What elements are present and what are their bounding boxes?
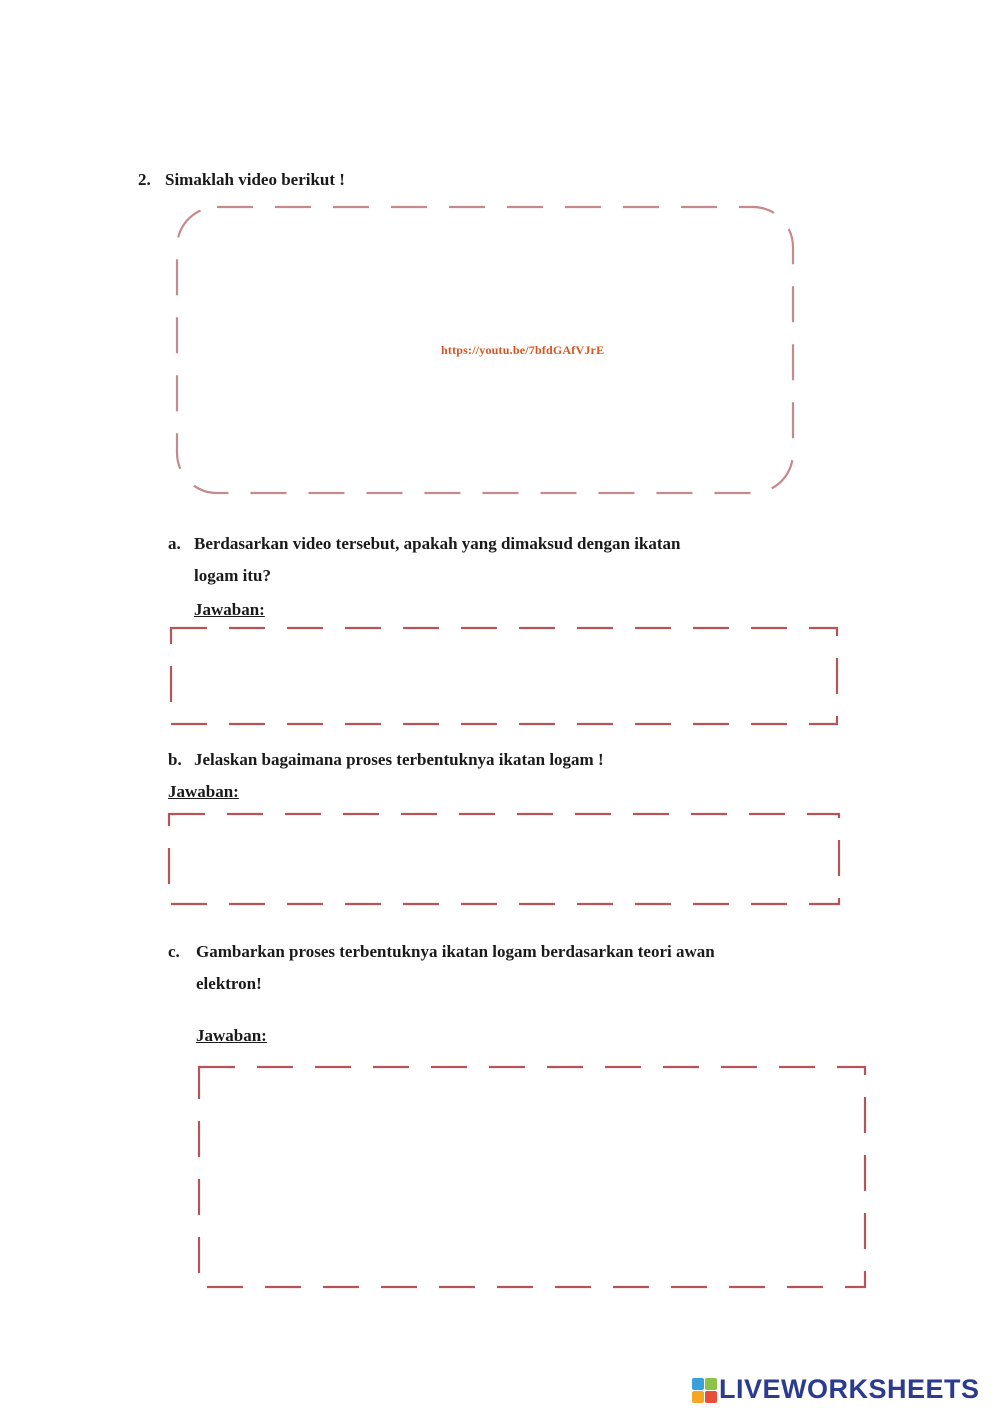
part-c-answer-label: Jawaban: — [196, 1026, 267, 1045]
part-a-question-line2: logam itu? — [194, 566, 271, 585]
part-c-question-line2: elektron! — [196, 974, 262, 993]
part-a-answer-label: Jawaban: — [194, 600, 265, 619]
part-a-question-line1: Berdasarkan video tersebut, apakah yang dimaksud dengan ikatan — [194, 534, 681, 553]
part-a-answer-box[interactable] — [168, 625, 840, 727]
part-b-label: b. — [168, 750, 182, 769]
video-link[interactable]: https://youtu.be/7bfdGAfVJrE — [441, 343, 605, 357]
question-title: Simaklah video berikut ! — [165, 170, 345, 189]
part-b-answer-label: Jawaban: — [168, 782, 239, 801]
liveworksheets-logo-icon — [692, 1378, 717, 1403]
part-b-question: Jelaskan bagaimana proses terbentuknya ikatan logam ! — [194, 750, 604, 769]
question-number: 2. — [138, 170, 151, 189]
part-b-answer-box[interactable] — [166, 811, 842, 907]
part-c-label: c. — [168, 942, 180, 961]
part-c-answer-box[interactable] — [196, 1064, 868, 1290]
liveworksheets-logo — [692, 1374, 980, 1405]
liveworksheets-logo-text: LIVEWORKSHEETS — [719, 1374, 980, 1404]
part-c-question-line1: Gambarkan proses terbentuknya ikatan logam berdasarkan teori awan — [196, 942, 715, 961]
part-a-label: a. — [168, 534, 181, 553]
